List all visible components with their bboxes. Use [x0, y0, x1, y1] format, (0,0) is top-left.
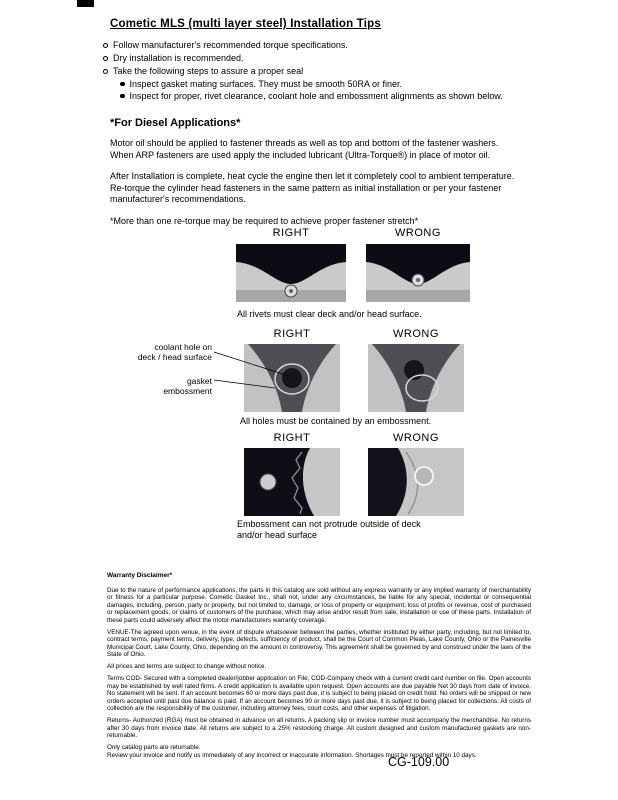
catalog-page-code: CG-109.00 — [388, 755, 450, 769]
wrong-label: WRONG — [393, 328, 439, 340]
warranty-disclaimer — [107, 572, 531, 764]
bullet-text: Inspect for proper, rivet clearance, coolant hole and embossment alignments as shown below. — [129, 91, 503, 101]
retorque-note: *More than one re-torque may be required to achieve proper fastener stretch* — [110, 215, 419, 226]
diesel-paragraph-2: After Installation is complete, heat cycle the engine then let it completely cool to ambient temperature. Re-torque the cylinder head fasteners in the same pattern as initial installation or per your fastener manufacturer's recommendations. — [110, 171, 515, 204]
wrong-label: WRONG — [395, 227, 441, 239]
diagram-section — [0, 225, 618, 565]
hollow-bullet-icon — [103, 43, 108, 48]
diesel-paragraph-1: Motor oil should be applied to fastener threads as well as top and bottom of the fastener washers. When ARP fasteners are used apply the included lubricant (Ultra-Torque®) in place of motor oil. — [110, 138, 499, 160]
coolant-hole-annotation: coolant hole on deck / head surface — [137, 342, 212, 362]
diesel-heading: *For Diesel Applications* — [110, 117, 241, 129]
page-title: Cometic MLS (multi layer steel) Installation Tips — [110, 18, 381, 30]
protrusion-right-diagram — [244, 448, 340, 516]
protrusion-caption: Embossment can not protrude outside of deck and/or head surface — [237, 519, 421, 540]
list-item — [103, 39, 520, 52]
list-item — [120, 78, 520, 90]
main-content — [110, 18, 520, 227]
hollow-bullet-icon — [103, 56, 108, 61]
legal-paragraph: Review your invoice and notify us immediately of any incorrect or inaccurate information. Shortages must be reported within 10 days. — [107, 751, 477, 759]
embossment-wrong-diagram — [368, 344, 464, 412]
rivet-wrong-diagram — [366, 244, 470, 302]
hollow-bullet-icon — [103, 69, 108, 74]
legal-paragraph: All prices and terms are subject to change without notice. — [107, 663, 267, 670]
bullet-text: Take the following steps to assure a proper seal — [113, 66, 304, 76]
legal-paragraph: VENUE-The agreed upon venue, in the event of dispute whatsoever between the parties, whether instituted by either party, including, but not limited to, contract terms, payment terms, delivery, type, defects, sufficiency of product, shall be the Court of Common Pleas, Lake County, Ohio or the Painesville Municipal Court, Lake County, Ohio, depending on the amount in controversy. This agreement shall be governed by and construed under the laws of the State of Ohio. — [107, 628, 531, 658]
right-label: RIGHT — [273, 328, 311, 340]
bullet-text: Follow manufacturer's recommended torque specifications. — [113, 40, 348, 50]
bullet-text: Inspect gasket mating surfaces. They must be smooth 50RA or finer. — [129, 79, 402, 89]
legal-paragraph: Returns- Authorized (RGA) must be obtained in advance on all returns. A packing slip or invoice number must accompany the merchandise. No returns after 30 days from invoice date. All returns are subject to a 25% restocking charge. All custom designed and custom manufactured gaskets are non-returnable. — [107, 717, 531, 739]
rivet-right-diagram — [236, 244, 346, 302]
list-item — [120, 90, 520, 102]
list-item — [103, 65, 520, 78]
legal-paragraph: Due to the nature of performance applications, the parts in this catalog are sold without any express warranty or any implied warranty of merchantability or fitness for a particular purpose. Cometic Gasket Inc., shall not, under any circumstances, be liable for any special, incidental or consequential damages, including, person, party or property, but not limited to, damage, or loss of property or equipment, loss of profits or revenue, cost of purchased or replacement goods, or claims of customers of the purchase, which may arise and/or result from sale, installation or use of these parts. Installation of these parts could adversely affect the motor manufacturers warranty coverage. — [107, 586, 531, 624]
warranty-heading: Warranty Disclaimer* — [107, 572, 173, 579]
right-label: RIGHT — [272, 227, 310, 239]
filled-bullet-icon — [120, 94, 125, 99]
bullet-text: Dry installation is recommended. — [113, 53, 244, 63]
wrong-label: WRONG — [393, 432, 439, 444]
filled-bullet-icon — [120, 82, 125, 87]
embossment-annotation: gasket embossment — [163, 376, 212, 396]
legal-paragraph: Only catalog parts are returnable. — [107, 744, 201, 751]
right-label: RIGHT — [273, 432, 311, 444]
holes-caption: All holes must be contained by an embossment. — [240, 416, 432, 426]
registration-mark — [77, 0, 94, 7]
protrusion-wrong-diagram — [368, 448, 464, 516]
embossment-right-diagram — [244, 344, 340, 412]
legal-paragraph: Terms COD- Secured with a completed dealer/jobber application on File, COD-Company check with a current credit card number on file. Open accounts may be established by well rated firms. A credit application is available upon request. Open accounts are due payable Net 30 days from date of invoice. No statement will be sent. If an account becomes 60 or more days past due, it is subject to being placed on credit hold. No orders will be shipped or new orders accepted until past due balance is paid. If an account becomes 90 or more days past due, it is subject to being placed for collections. All costs of collection are the responsibility of the customer, including attorney fees, court costs, and other expenses of litigation. — [107, 675, 531, 712]
list-item — [103, 52, 520, 65]
rivet-caption: All rivets must clear deck and/or head surface. — [237, 309, 422, 319]
